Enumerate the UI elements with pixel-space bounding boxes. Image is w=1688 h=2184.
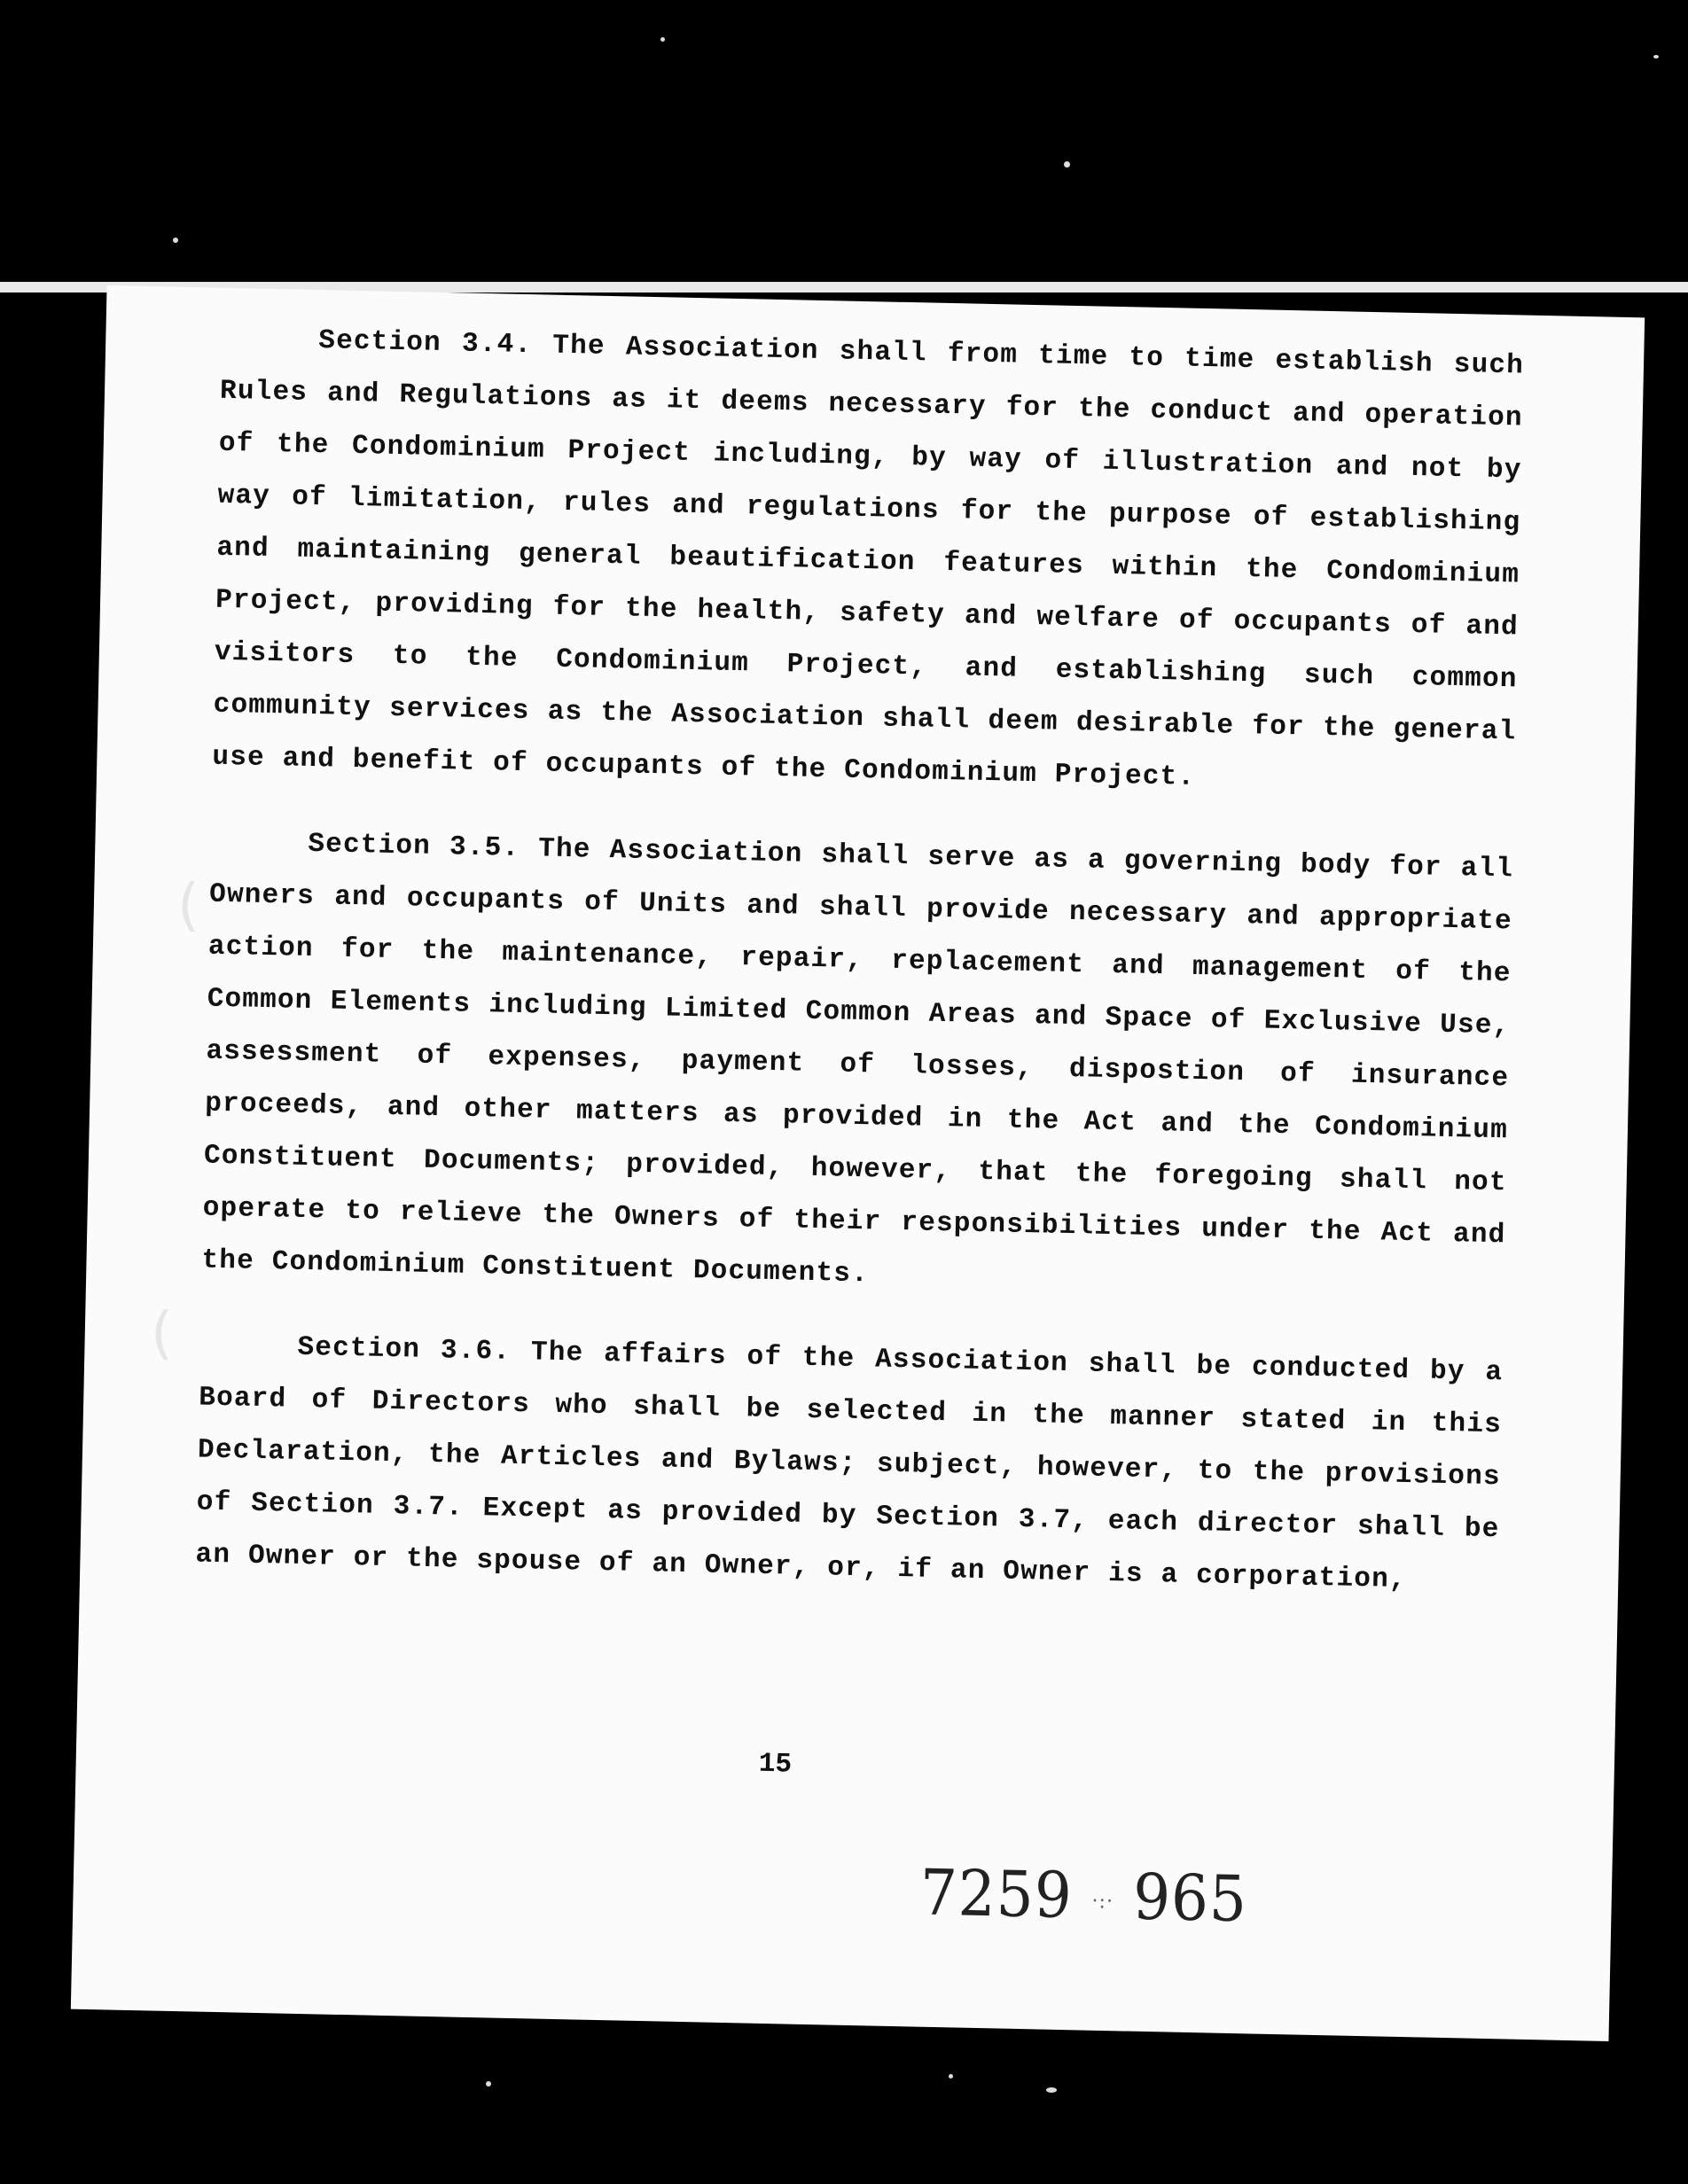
scan-speck — [949, 2074, 953, 2079]
margin-bracket-mark: ( — [177, 873, 199, 939]
section-3-6 — [195, 1320, 1504, 1609]
section-body: The Association shall from time to time establish such Rules and Regulations as it deems necessary for the conduct and operation of the Condominium Project including, by way of illustration and not by way of limitation, rules and regulations for the purpose of establishing and maintaining general beautification features within the Condominium Project, providing for the health, safety and welfare of occupants of and visitors to the Condominium Project, and establishing such common community services as the Association shall deem desirable for the general use and benefit of occupants of the Condominium Project. — [212, 330, 1525, 793]
page-number: 15 — [758, 1748, 793, 1781]
section-3-5 — [201, 816, 1514, 1314]
section-heading: Section 3.6. — [297, 1331, 512, 1368]
scan-speck — [1046, 2087, 1057, 2093]
stamp-separator: ·:· — [1091, 1889, 1114, 1915]
margin-bracket-mark: ( — [151, 1301, 173, 1367]
stamp-page-number: 965 — [1132, 1860, 1248, 1937]
scan-speck — [1064, 161, 1070, 168]
recording-stamp — [919, 1856, 1248, 1937]
section-body: The affairs of the Association shall be conducted by a Board of Directors who shall be selected in the manner stated in this Declaration, the Articles and Bylaws; subject, however, to the provisions of Section 3.7. Except as provided by Section 3.7, each director shall be an Owner or the spouse of an Owner, or, if an Owner is a corporation, — [195, 1337, 1504, 1596]
section-heading: Section 3.4. — [317, 325, 533, 362]
section-body: The Association shall serve as a governing body for all Owners and occupants of Units and shall provide necessary and appropriate action for the maintenance, repair, replacement and management of the Common Elements including Limited Common Areas and Space of Exclusive Use, assessment of expenses, payment of losses, dispostion of insurance proceeds, and other matters as provided in the Act and the Condominium Constituent Documents; provided, however, that the foregoing shall not operate to relieve the Owners of their responsibilities under the Act and the Condominium Constituent Documents. — [201, 833, 1514, 1291]
scan-speck — [1653, 55, 1659, 58]
stamp-book-number: 7259 — [918, 1855, 1074, 1933]
document-page — [71, 285, 1645, 2041]
scan-speck — [660, 37, 665, 42]
scan-speck — [486, 2081, 491, 2086]
body-text — [194, 313, 1524, 1641]
scan-speck — [173, 238, 178, 243]
section-heading: Section 3.5. — [308, 828, 520, 864]
section-3-4 — [212, 313, 1525, 811]
